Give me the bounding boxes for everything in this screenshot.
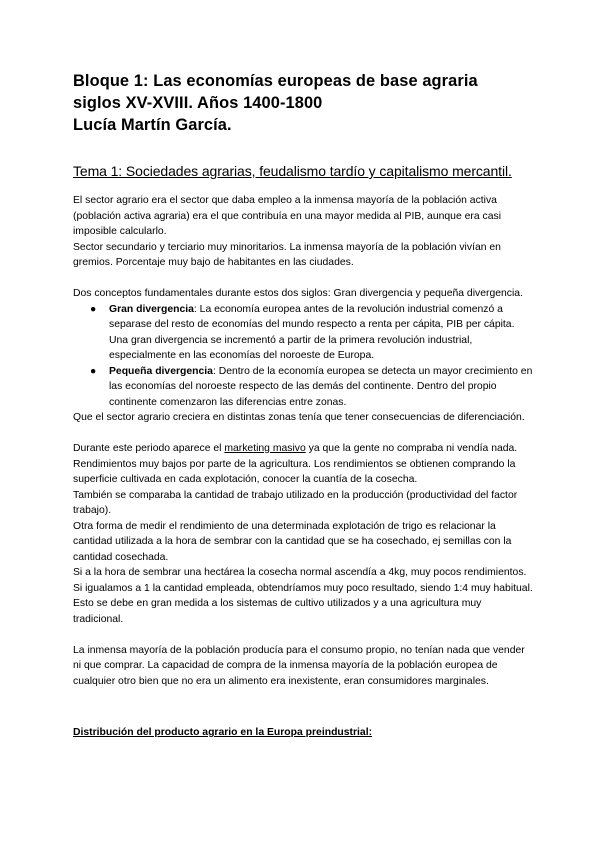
tema-heading: Tema 1: Sociedades agrarias, feudalismo tardío y capitalismo mercantil. bbox=[73, 163, 512, 179]
paragraph-8: Si a la hora de sembrar una hectárea la cosecha normal ascendía a 4kg, muy pocos rendimientos. Si igualamos a 1 la cantidad empleada, obtendríamos muy poco resultado, siendo 1:4 muy habitual. Esto se debe en gran medida a los sistemas de cultivo utilizados y a una agricultura muy tradicional. bbox=[73, 567, 533, 625]
term-gran-divergencia: Gran divergencia bbox=[109, 303, 194, 315]
paragraph-7: Otra forma de medir el rendimiento de una determinada explotación de trigo es relacionar la cantidad utilizada a la hora de sembrar con la cantidad que se ha cosechado, ej semillas con la cantidad cosechada. bbox=[73, 520, 512, 563]
p5-post: ya que la gente no compraba ni vendía nada. Rendimientos muy bajos por parte de la agricultura. Los rendimientos se obtienen comprando la superficie cultivada en cada explotación, conocer la cuantía de la cosecha. bbox=[73, 443, 518, 485]
section-heading: Distribución del producto agrario en la Europa preindustrial: bbox=[73, 727, 373, 738]
term-pequena-divergencia: Pequeña divergencia bbox=[109, 365, 213, 377]
paragraph-4: Que el sector agrario creciera en distintas zonas tenía que tener consecuencias de diferenciación. bbox=[73, 412, 525, 423]
def-pequena-divergencia: : Dentro de la economía europea se detecta un mayor crecimiento en las economías del noroeste respecto de las demás del continente. Dentro del propio continente comenzaron las diferencias entre zonas. bbox=[109, 365, 533, 408]
bullet-icon: ● bbox=[90, 365, 97, 377]
paragraph-3: Dos conceptos fundamentales durante estos dos siglos: Gran divergencia y pequeña divergencia. bbox=[73, 288, 523, 299]
paragraph-1: El sector agrario era el sector que daba empleo a la inmensa mayoría de la población activa (población activa agraria) era el que contribuía en una mayor medida al PIB, aunque era casi imposible calcularlo. bbox=[73, 195, 501, 237]
bullet-icon: ● bbox=[90, 303, 97, 315]
paragraph-5 bbox=[73, 441, 533, 488]
document-body bbox=[73, 193, 533, 689]
list-item-gran-divergencia bbox=[73, 302, 533, 364]
paragraph-6: También se comparaba la cantidad de trabajo utilizado en la producción (productividad del factor trabajo). bbox=[73, 489, 518, 516]
paragraph-9: La inmensa mayoría de la población producía para el consumo propio, no tenían nada que vender ni que comprar. La capacidad de compra de la inmensa mayoría de la población europea de cualquier otro bien que no era un alimento era inexistente, eran consumidores marginales. bbox=[73, 644, 525, 687]
def-gran-divergencia: : La economía europea antes de la revolución industrial comenzó a separase del resto de economías del mundo respecto a renta per cápita, PIB per cápita. Una gran divergencia se incrementó a partir de la primera revolución industrial, especialmente en las economías del noroeste de Europa. bbox=[109, 303, 515, 361]
title-line-2: siglos XV-XVIII. Años 1400-1800 bbox=[73, 94, 323, 112]
divergence-list bbox=[73, 302, 533, 411]
p5-pre: Durante este periodo aparece el bbox=[73, 443, 225, 454]
marketing-masivo-link[interactable]: marketing masivo bbox=[224, 443, 306, 454]
paragraph-2: Sector secundario y terciario muy minoritarios. La inmensa mayoría de la población vivían en gremios. Porcentaje muy bajo de habitantes en las ciudades. bbox=[73, 241, 501, 268]
author-name: Lucía Martín García. bbox=[73, 116, 232, 134]
list-item-pequena-divergencia bbox=[73, 364, 533, 411]
title-line-1: Bloque 1: Las economías europeas de base agraria bbox=[73, 72, 478, 90]
document-title bbox=[73, 70, 553, 136]
